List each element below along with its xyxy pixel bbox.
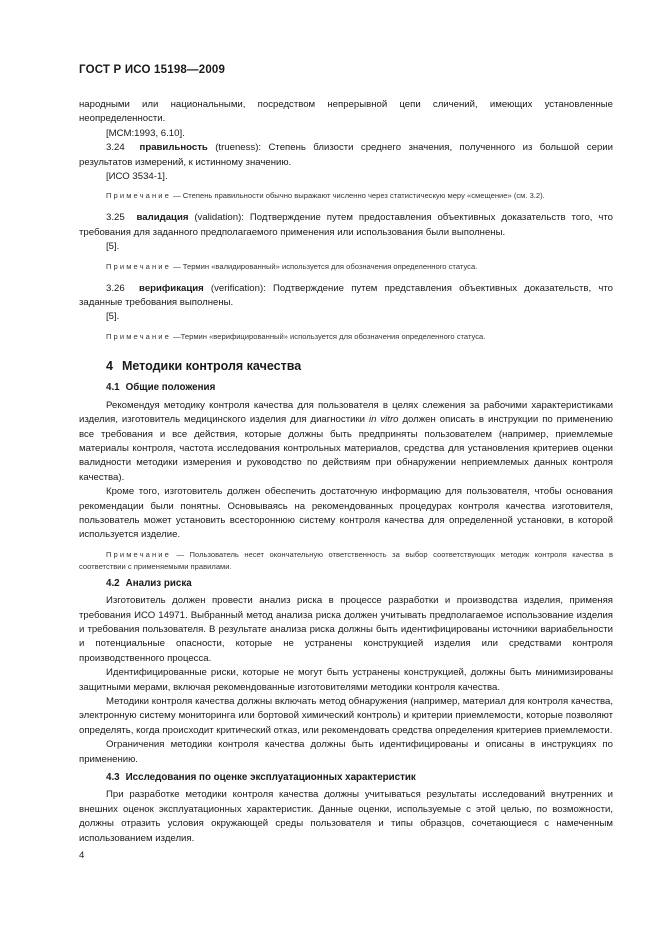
definition-text: (verification): Подтверждение путем представления объективных доказательств, что заданные требования выполнены. — [79, 282, 613, 309]
paragraph-4-1-2: Кроме того, изготовитель должен обеспечить достаточную информацию для пользователя, чтобы основания рекомендации были понятны. Основываясь на рекомендованных процедурах контроля качества изготовителя, пользователь может установить всестороннюю систему контроля качества для определенной установки, в которой используется изделие. — [79, 486, 613, 541]
subsection-title: Исследования по оценке эксплуатационных характеристик — [125, 772, 416, 784]
subsection-heading-4-3 — [79, 771, 613, 785]
subsection-number: 4.3 — [106, 772, 120, 784]
definition-term: правильность — [139, 142, 208, 154]
paragraph-intro: народными или национальными, посредством непрерывной цепи сличений, имеющих установленные неопределенности. — [79, 99, 613, 125]
note — [79, 331, 613, 343]
document-body — [79, 98, 613, 846]
subsection-title: Общие положения — [125, 382, 216, 394]
subsection-number: 4.1 — [106, 382, 120, 394]
paragraph-4-2-1: Изготовитель должен провести анализ риска в процессе разработки и производства изделия, применяя требования ИСО 14971. Выбранный метод анализа риска должен учитывать предполагаемое использование изделия и требования пользователя. В результате анализа риска должны быть идентифицированы источники вариабельности и потенциальные опасности, которые не устранены конструкцией изделия или средствами контроля производственного процесса. — [79, 595, 613, 664]
reference: [5]. — [106, 311, 120, 323]
note-text: —Термин «верифицированный» используется для обозначения определенного статуса. — [170, 331, 486, 341]
section-title: Методики контроля качества — [121, 358, 302, 373]
definition-term: верификация — [139, 282, 204, 294]
definition-text: (trueness): Степень близости среднего значения, полученного из большой серии результатов измерений, к истинному значению. — [79, 142, 613, 168]
paragraph-4-1-1 — [79, 399, 613, 485]
subsection-title: Анализ риска — [125, 577, 192, 589]
text-run: должен описать в инструкции по применению все требования и все действия, которые должны быть предприняты пользователем (например, приемлемые материалы контроля, частота исследования контрольных материалов, средства для установления критериев оценки валидности методики измерения и руководство по действиям при обнаружении неприемлемых данных контроля качества). — [79, 414, 613, 483]
definition-3-25 — [79, 211, 613, 240]
note — [79, 549, 613, 573]
definition-text: (validation): Подтверждение путем предоставления объективных доказательств того, что требования для заданного предполагаемого применения или использования были выполнены. — [79, 212, 613, 238]
note-label: Примечание — [106, 261, 171, 271]
paragraph-4-2-4: Ограничения методики контроля качества должны быть идентифицированы и описаны в инструкциях по применению. — [79, 739, 613, 765]
reference: [ИСО 3534-1]. — [106, 171, 168, 183]
reference: [МСМ:1993, 6.10]. — [106, 127, 185, 139]
definition-number: 3.24 — [106, 142, 125, 154]
section-number: 4 — [106, 358, 113, 373]
paragraph-4-2-2: Идентифицированные риски, которые не могут быть устранены конструкцией, должны быть минимизированы защитными мерами, включая рекомендованные изготовителями методики контроля качества. — [79, 667, 613, 693]
page-number: 4 — [79, 850, 85, 861]
subsection-heading-4-1 — [79, 381, 613, 395]
definition-term: валидация — [136, 212, 189, 224]
text-run: Рекомендуя методику контроля качества для пользователя в целях слежения за рабочими характеристиками изделия, изготовитель медицинского изделия для диагностики — [79, 399, 613, 426]
note — [79, 261, 613, 273]
note-label: Примечание — [106, 549, 171, 559]
section-heading-4 — [79, 359, 613, 373]
note-label: Примечание — [106, 191, 171, 201]
note — [79, 190, 613, 202]
note-text: — Степень правильности обычно выражают численно через статистическую меру «смещение» (см. 3.2). — [170, 191, 545, 201]
reference: [5]. — [106, 241, 120, 253]
note-text: — Пользователь несет окончательную ответственность за выбор соответствующих методик контроля качества в соответствии с применяемыми правилами. — [79, 549, 613, 571]
italic-text: in vitro — [368, 414, 399, 426]
note-label: Примечание — [106, 331, 171, 341]
note-text: — Термин «валидированный» используется для обозначения определенного статуса. — [170, 261, 478, 271]
page-header: ГОСТ Р ИСО 15198—2009 — [79, 64, 226, 76]
definition-number: 3.26 — [106, 282, 125, 294]
definition-3-26 — [79, 282, 613, 311]
definition-3-24 — [79, 141, 613, 170]
paragraph-4-2-3: Методики контроля качества должны включать метод обнаружения (например, материал для контроля качества, электронную систему мониторинга или бортовой химический контроль) и критерии приемлемости, которые позволяют определять, когда происходит критический отказ, или рекомендовать средства определения критериев приемлемости. — [79, 696, 613, 736]
subsection-heading-4-2 — [79, 577, 613, 591]
definition-number: 3.25 — [106, 212, 125, 224]
subsection-number: 4.2 — [106, 577, 120, 589]
paragraph-4-3-1: При разработке методики контроля качества должны учитываться результаты исследований внутренних и внешних оценок эксплуатационных характеристик. Данные оценки, используемые с этой целью, по возможности, должны отразить условия окружающей среды пользователя и типы образцов, сочетающиеся с намеченным использованием изделия. — [79, 789, 613, 844]
